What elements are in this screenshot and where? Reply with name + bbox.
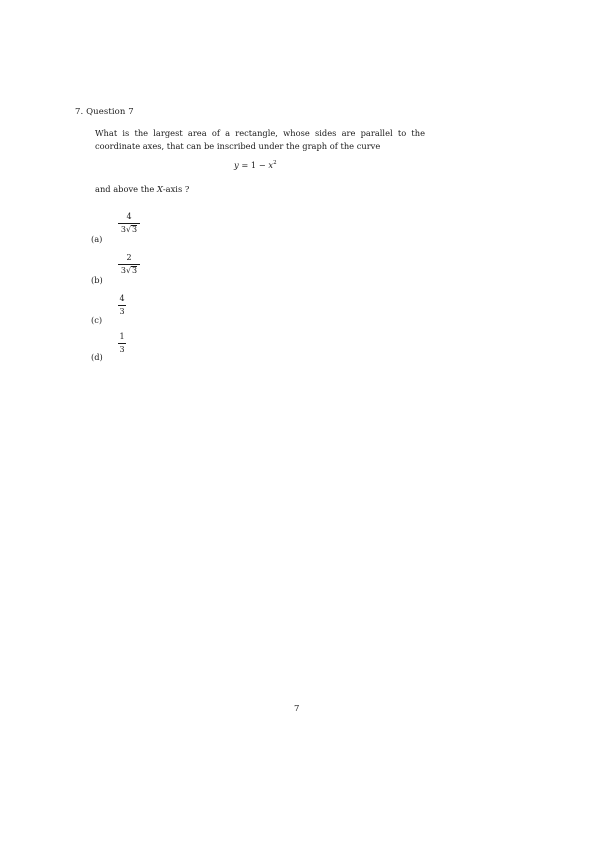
option-d-fraction	[118, 332, 126, 355]
option-b-den-coef: 3	[120, 266, 126, 275]
after-text-var: X	[156, 184, 163, 194]
option-c-label: (c)	[91, 315, 103, 325]
option-d-label: (d)	[91, 352, 103, 362]
option-b-numerator: 2	[126, 253, 132, 262]
option-a-numerator: 4	[126, 212, 132, 221]
question-heading: 7. Question 7	[75, 107, 134, 117]
option-a-denominator	[118, 225, 140, 235]
fraction-bar	[118, 223, 140, 224]
option-b-den-root: 3	[132, 266, 138, 275]
option-c-denominator: 3	[119, 307, 125, 316]
equation-middle: = 1 −	[238, 160, 269, 170]
after-text-pre: and above the	[95, 184, 157, 194]
option-d-denominator: 3	[119, 345, 125, 354]
option-a-label: (a)	[91, 234, 103, 244]
sqrt-icon: √	[125, 266, 132, 275]
option-b-denominator	[118, 266, 140, 276]
equation-lhs: y	[234, 160, 239, 170]
equation-exponent: 2	[273, 160, 277, 166]
option-c-numerator: 4	[119, 294, 125, 303]
option-c-fraction	[118, 294, 126, 317]
option-b-fraction	[118, 253, 140, 276]
equation-var: x	[268, 160, 274, 170]
equation	[234, 160, 277, 170]
option-a-den-coef: 3	[120, 225, 126, 234]
after-text-post: -axis ?	[162, 184, 190, 194]
fraction-bar	[118, 305, 126, 306]
fraction-bar	[118, 264, 140, 265]
sqrt-icon: √	[125, 225, 132, 234]
question-body: What is the largest area of a rectangle, whose sides are parallel to the coordinate axes, that can be inscribed under the graph of the curve	[95, 128, 425, 151]
option-a-den-root: 3	[132, 225, 138, 234]
fraction-bar	[118, 343, 126, 344]
option-d-numerator: 1	[119, 332, 125, 341]
option-b-label: (b)	[91, 275, 103, 285]
option-a-fraction	[118, 212, 140, 235]
page-number: 7	[294, 704, 300, 714]
question-after-text	[95, 184, 189, 194]
